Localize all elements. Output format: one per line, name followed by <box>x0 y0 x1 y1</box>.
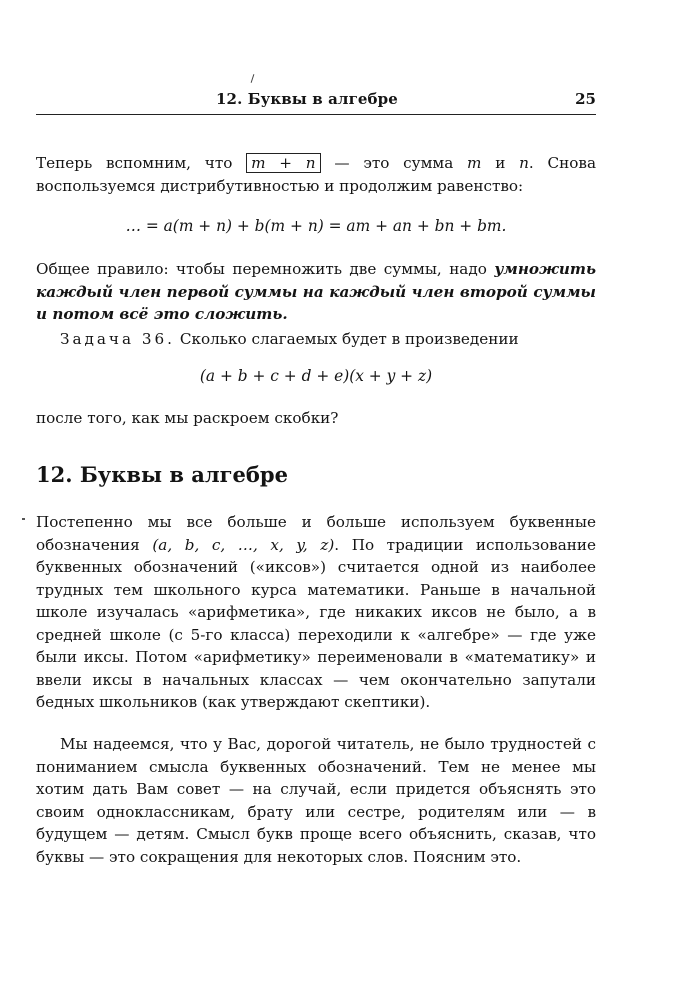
rule-paragraph <box>36 258 596 326</box>
task-end: после того, как мы раскроем скобки? <box>36 409 339 427</box>
boxed-expression: m + n <box>246 153 320 173</box>
intro-text-1: Теперь вспомним, что <box>36 154 247 172</box>
product-formula: (a + b + c + d + e)(x + y + z) <box>199 367 433 385</box>
page-number: 25 <box>575 90 596 108</box>
section-title: 12. Буквы в алгебре <box>36 462 288 487</box>
task-36 <box>36 328 596 351</box>
section-p1-text-b: . По традиции использование буквенных обозначений («иксов») считается одной из наиболее трудных тем школьного курса математики. Раньше в начальной школе изучалась «арифметика», где никаких иксов не было, а в средней школе (с 5-го класса) переходили к «алгебре» — где уже были иксы. Потом «арифметику» переименовали в «математику» и ввели иксы в начальных классах — чем окончательно запутали бедных школьников (как утверждают скептики). <box>36 535 596 711</box>
task-text: Сколько слагаемых будет в произведении <box>175 330 519 348</box>
intro-text-2: — это сумма <box>320 154 468 172</box>
section-paragraph-1 <box>36 511 596 714</box>
intro-and: и <box>481 154 520 172</box>
section-paragraph-2: Мы надеемся, что у Вас, дорогой читатель, не было трудностей с пониманием смысла буквенных обозначений. Тем не менее мы хотим дать Вам совет — на случай, если придется объяснять это своим одноклассникам, брату или сестре, родителям или — в будущем — детям. Смысл букв проще всего объяснить, сказав, что буквы — это сокращения для некоторых слов. Поясним это. <box>36 735 596 866</box>
var-n: n <box>519 154 529 172</box>
rule-emphasis: умножить каждый член первой суммы на каждый член второй суммы и потом всё это сложить. <box>36 260 596 323</box>
section-p1-vars: (a, b, c, …, x, y, z) <box>152 535 335 554</box>
section-p1-text-a: Постепенно мы все больше и больше используем буквенные обозначения <box>36 513 596 554</box>
intro-text-3: . Снова воспользуемся дистрибутивностью и продолжим равенство: <box>36 154 596 195</box>
task-label: Задача 36. <box>60 330 175 348</box>
intro-paragraph <box>36 152 596 197</box>
expansion-formula: … = a(m + n) + b(m + n) = am + an + bn + bm. <box>125 217 507 235</box>
rule-lead: Общее правило: чтобы перемножить две суммы, надо <box>36 260 495 278</box>
margin-dot <box>22 518 25 520</box>
running-header-title: 12. Буквы в алгебре <box>216 90 398 108</box>
running-header <box>36 88 596 115</box>
page <box>36 0 596 1000</box>
var-m: m <box>467 154 482 172</box>
